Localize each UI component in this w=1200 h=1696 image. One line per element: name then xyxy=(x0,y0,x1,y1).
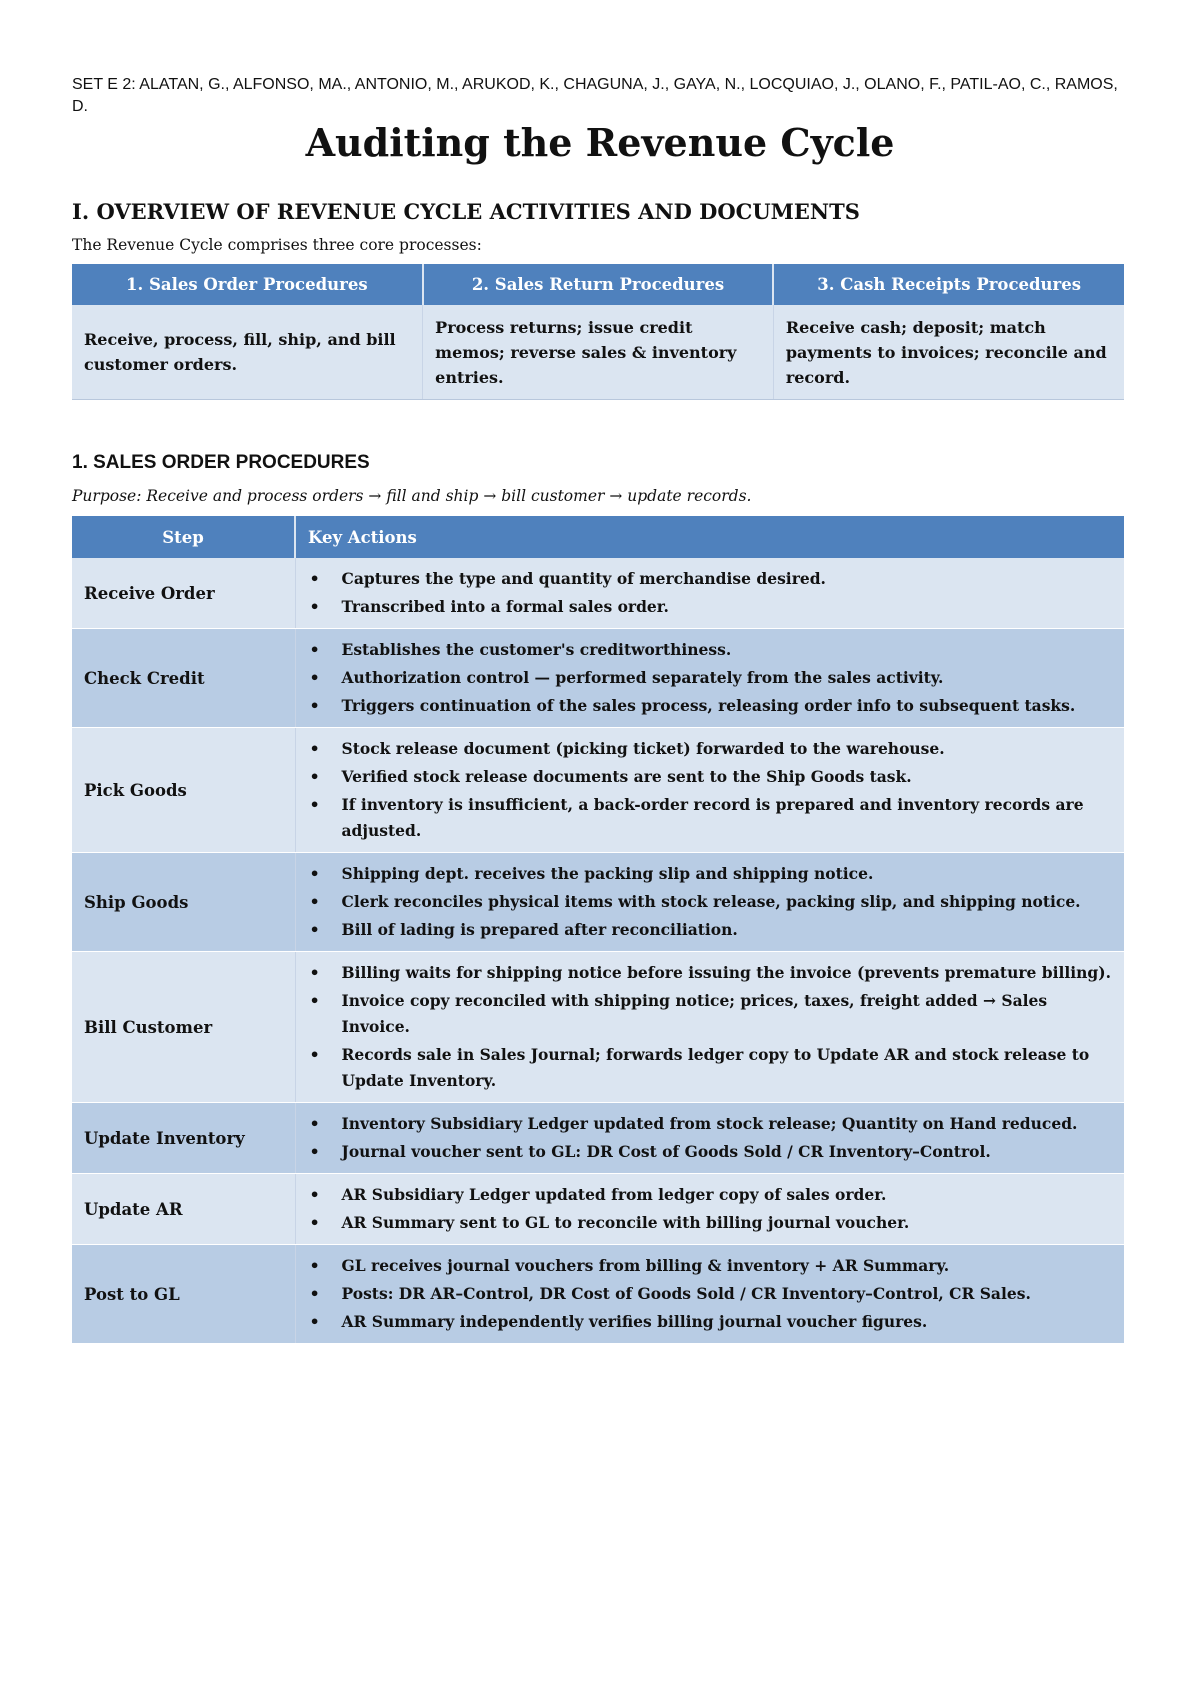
step-name: Post to GL xyxy=(72,1245,295,1344)
list-item: • AR Summary sent to GL to reconcile with billing journal voucher. xyxy=(296,1210,1115,1236)
table-row xyxy=(72,952,1124,1103)
list-item: • Captures the type and quantity of merchandise desired. xyxy=(296,566,1115,592)
step-name: Update Inventory xyxy=(72,1103,295,1174)
list-item: • Authorization control — performed separately from the sales activity. xyxy=(296,665,1115,691)
sales-order-purpose: Purpose: Receive and process orders → fill and ship → bill customer → update records. xyxy=(72,487,752,505)
overview-body-cell: Receive, process, fill, ship, and bill customer orders. xyxy=(72,305,423,400)
list-item: • Posts: DR AR–Control, DR Cost of Goods Sold / CR Inventory–Control, CR Sales. xyxy=(296,1281,1115,1307)
list-item: • Billing waits for shipping notice before issuing the invoice (prevents premature billing). xyxy=(296,960,1115,986)
key-actions-list xyxy=(296,637,1115,719)
key-actions-cell xyxy=(295,629,1124,728)
overview-table xyxy=(72,264,1124,400)
overview-intro: The Revenue Cycle comprises three core processes: xyxy=(72,236,482,254)
key-actions-list xyxy=(296,1182,1115,1236)
step-name: Ship Goods xyxy=(72,853,295,952)
list-item: • Triggers continuation of the sales process, releasing order info to subsequent tasks. xyxy=(296,693,1115,719)
key-actions-cell xyxy=(295,853,1124,952)
key-actions-cell xyxy=(295,1103,1124,1174)
step-column-header: Step xyxy=(72,516,295,558)
key-actions-list xyxy=(296,861,1115,943)
set-label: SET E 2 xyxy=(72,76,132,93)
overview-header-cell: 3. Cash Receipts Procedures xyxy=(773,264,1124,305)
key-actions-list xyxy=(296,1111,1115,1165)
list-item: • GL receives journal vouchers from billing & inventory + AR Summary. xyxy=(296,1253,1115,1279)
step-name: Check Credit xyxy=(72,629,295,728)
step-name: Pick Goods xyxy=(72,728,295,853)
list-item: • Clerk reconciles physical items with stock release, packing slip, and shipping notice. xyxy=(296,889,1115,915)
actions-column-header: Key Actions xyxy=(295,516,1124,558)
list-item: • Invoice copy reconciled with shipping notice; prices, taxes, freight added → Sales Invoice. xyxy=(296,988,1115,1040)
author-line xyxy=(72,74,1132,118)
list-item: • Transcribed into a formal sales order. xyxy=(296,594,1115,620)
table-row xyxy=(72,1245,1124,1344)
key-actions-list xyxy=(296,1253,1115,1335)
key-actions-cell xyxy=(295,558,1124,629)
table-row xyxy=(72,728,1124,853)
overview-header-row xyxy=(72,264,1124,305)
list-item: • Inventory Subsidiary Ledger updated from stock release; Quantity on Hand reduced. xyxy=(296,1111,1115,1137)
author-names: : ALATAN, G., ALFONSO, MA., ANTONIO, M., ARUKOD, K., CHAGUNA, J., GAYA, N., LOCQUIAO, J., OLANO, F., PATIL-AO, C., RAMOS, D. xyxy=(72,76,1118,115)
list-item: • Stock release document (picking ticket) forwarded to the warehouse. xyxy=(296,736,1115,762)
step-name: Receive Order xyxy=(72,558,295,629)
steps-header-row xyxy=(72,516,1124,558)
key-actions-cell xyxy=(295,1174,1124,1245)
list-item: • AR Summary independently verifies billing journal voucher figures. xyxy=(296,1309,1115,1335)
list-item: • Shipping dept. receives the packing slip and shipping notice. xyxy=(296,861,1115,887)
overview-heading: I. OVERVIEW OF REVENUE CYCLE ACTIVITIES AND DOCUMENTS xyxy=(72,199,860,224)
list-item: • Verified stock release documents are sent to the Ship Goods task. xyxy=(296,764,1115,790)
list-item: • Establishes the customer's creditworthiness. xyxy=(296,637,1115,663)
overview-header-cell: 1. Sales Order Procedures xyxy=(72,264,423,305)
key-actions-cell xyxy=(295,1245,1124,1344)
list-item: • If inventory is insufficient, a back-order record is prepared and inventory records are adjusted. xyxy=(296,792,1115,844)
page-title: Auditing the Revenue Cycle xyxy=(305,120,895,165)
key-actions-list xyxy=(296,960,1115,1094)
step-name: Update AR xyxy=(72,1174,295,1245)
sales-order-heading: 1. SALES ORDER PROCEDURES xyxy=(72,452,370,473)
key-actions-list xyxy=(296,566,1115,620)
list-item: • AR Subsidiary Ledger updated from ledger copy of sales order. xyxy=(296,1182,1115,1208)
table-row xyxy=(72,1174,1124,1245)
table-row xyxy=(72,853,1124,952)
key-actions-cell xyxy=(295,728,1124,853)
overview-header-cell: 2. Sales Return Procedures xyxy=(423,264,774,305)
table-row xyxy=(72,629,1124,728)
overview-body-cell: Process returns; issue credit memos; reverse sales & inventory entries. xyxy=(423,305,774,400)
table-row xyxy=(72,1103,1124,1174)
sales-order-table xyxy=(72,516,1124,1344)
table-row xyxy=(72,558,1124,629)
overview-body-cell: Receive cash; deposit; match payments to invoices; reconcile and record. xyxy=(773,305,1124,400)
overview-body-row xyxy=(72,305,1124,400)
steps-body xyxy=(72,558,1124,1344)
step-name: Bill Customer xyxy=(72,952,295,1103)
key-actions-cell xyxy=(295,952,1124,1103)
key-actions-list xyxy=(296,736,1115,844)
list-item: • Bill of lading is prepared after reconciliation. xyxy=(296,917,1115,943)
list-item: • Records sale in Sales Journal; forwards ledger copy to Update AR and stock release to Update Inventory. xyxy=(296,1042,1115,1094)
list-item: • Journal voucher sent to GL: DR Cost of Goods Sold / CR Inventory–Control. xyxy=(296,1139,1115,1165)
